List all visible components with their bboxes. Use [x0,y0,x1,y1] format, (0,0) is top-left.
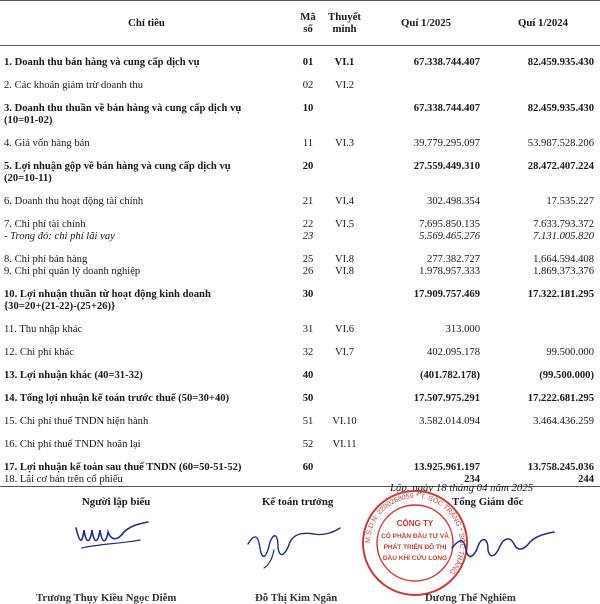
row-label: 18. Lãi cơ bản trên cổ phiếu [0,474,293,487]
row-q2025: 277.382.727 [427,254,480,265]
table-row [0,289,600,313]
table-row [0,231,600,243]
accountant-role: Kế toán trưởng [262,496,334,508]
row-q2025: 27.559.449.310 [413,161,480,172]
row-q2024: 1.664.594.408 [533,254,594,265]
row-label: 7. Chi phí tài chính [4,219,86,230]
header-code-line1: Mã [300,11,316,23]
row-label: 6. Doanh thu hoạt động tài chính [4,196,144,207]
row-note: VI.8 [334,254,355,265]
row-note: VI.3 [334,138,355,149]
row-code: 60 [302,462,314,473]
row-label: - Trong đó: chi phí lãi vay [4,231,115,242]
row-q2025: 17.507.975.291 [413,393,480,404]
row-q2025: 67.338.744.407 [413,103,480,114]
row-q2025 [366,80,486,92]
row-label: 17. Lợi nhuận kế toán sau thuế TNDN (60=50-51-52) [4,462,242,473]
row-label-line1: 5. Lợi nhuận gộp về bán hàng và cung cấp dịch vụ [4,161,231,172]
stamp-line4: DẦU KHÍ CỬU LONG [382,555,448,562]
row-code: 10 [302,103,314,114]
row-q2025: (401.782.178) [419,370,480,381]
row-q2024: 244 [486,474,600,487]
header-q2024: Quí 1/2024 [486,1,600,46]
row-code: 26 [302,266,314,277]
table-row [0,196,600,208]
row-label-line2: (10=01-02) [4,115,53,126]
row-label: 1. Doanh thu bán hàng và cung cấp dịch vụ [4,57,200,68]
row-q2024: 17.322.181.295 [527,289,594,300]
preparer-name: Trương Thụy Kiều Ngọc Diễm [36,592,177,604]
row-q2024: 82.459.935.430 [527,57,594,68]
row-label: 14. Tổng lợi nhuận kế toán trước thuế (50=30+40) [4,393,230,404]
row-code: 23 [302,231,314,242]
row-code: 01 [302,57,314,68]
row-q2025: 67.338.744.407 [413,57,480,68]
row-q2024: 3.464.436.259 [533,416,594,427]
row-note: VI.8 [334,266,355,277]
header-note [323,1,366,46]
header-code-line2: số [303,23,313,35]
row-q2025: 13.925.961.197 [413,462,480,473]
table-row [0,57,600,69]
row-label: 13. Lợi nhuận khác (40=31-32) [4,370,143,381]
row-label: 9. Chi phí quản lý doanh nghiệp [4,266,141,277]
header-q2025: Quí 1/2025 [366,1,486,46]
row-q2024: 82.459.935.430 [527,103,594,114]
row-q2024: 7.633.793.372 [533,219,594,230]
row-code: 02 [302,80,314,91]
row-label: 11. Thu nhập khác [4,324,83,335]
row-q2025: 17.909.757.469 [413,289,480,300]
row-q2024: 1.869.373.376 [533,266,594,277]
table-row [0,416,600,428]
row-q2024: 13.758.245.036 [527,462,594,473]
row-q2025: 3.582.014.094 [419,416,480,427]
row-q2024: 99.500.000 [546,347,594,358]
header-note-line1: Thuyết [328,11,361,23]
row-code: 50 [302,393,314,404]
header-note-line2: minh [332,23,357,35]
row-q2025: 234 [366,474,486,487]
row-code: 40 [302,370,314,381]
row-note: VI.11 [332,439,357,450]
row-label: 4. Giá vốn hàng bán [4,138,90,149]
row-note [323,289,366,313]
director-role: Tổng Giám đốc [452,496,524,508]
row-label-line2: (20=10-11) [4,173,52,184]
row-label [0,289,293,313]
row-code: 51 [302,416,314,427]
row-label: 16. Chi phí thuế TNDN hoãn lại [4,439,141,450]
table-row [0,103,600,127]
row-code: 21 [302,196,314,207]
row-q2025: 402.095.178 [427,347,480,358]
preparer-signature-icon [72,514,152,554]
row-note [323,393,366,405]
stamp-line1: CÔNG TY [396,519,434,528]
row-code: 25 [302,254,314,265]
row-note: VI.10 [332,416,357,427]
row-q2024: 17.535.227 [546,196,594,207]
row-q2025: 39.779.295.097 [413,138,480,149]
row-q2024: 7.131.005.820 [533,231,594,242]
row-q2025: 302.498.354 [427,196,480,207]
row-note: VI.7 [334,347,355,358]
row-q2025: 313.000 [445,324,480,335]
row-label: 12. Chi phí khác [4,347,75,358]
table-row [0,219,600,231]
table-row [0,161,600,185]
row-q2024: 53.987.528.206 [527,138,594,149]
table-row [0,266,600,278]
row-q2024 [486,324,600,336]
row-note: VI.2 [334,80,355,91]
preparer-role: Người lập biểu [82,496,151,508]
row-q2024 [486,80,600,92]
row-label: 15. Chi phí thuế TNDN hiện hành [4,416,149,427]
header-item: Chỉ tiêu [0,1,293,46]
row-q2024 [486,439,600,451]
table-row [0,324,600,336]
row-q2025: 5.569.465.276 [419,231,480,242]
row-code: 11 [302,138,314,149]
row-label: 2. Các khoản giảm trừ doanh thu [4,80,144,91]
table-row [0,254,600,266]
row-label [0,161,293,185]
table-header-row [0,1,600,46]
row-code: 32 [302,347,314,358]
row-note: VI.1 [334,57,355,68]
row-code: 31 [302,324,314,335]
row-code: 52 [302,439,314,450]
row-note [323,161,366,185]
table-row [0,80,600,92]
row-label-line2: {30=20+(21-22)-(25+26)} [4,301,116,312]
table-row [0,138,600,150]
signature-block [0,470,600,604]
accountant-signature-icon [244,520,344,570]
stamp-ring-text: M.S.D.N: 2200268059 * T. SÓC TRĂNG * SÓC TRĂNG [364,492,466,576]
director-name: Dương Thế Nghiêm [425,592,516,604]
table-row [0,393,600,405]
row-code: 30 [302,289,314,300]
director-signature-icon [448,520,558,570]
row-q2024: (99.500.000) [539,370,594,381]
row-code: 20 [302,161,314,172]
accountant-name: Đỗ Thị Kim Ngân [255,592,338,604]
row-note [323,231,366,243]
row-q2024: 17.222.681.295 [527,393,594,404]
row-note: VI.5 [334,219,355,230]
row-code: 22 [302,219,314,230]
row-q2025 [366,439,486,451]
row-label [0,103,293,127]
stamp-line3: PHÁT TRIỂN ĐÔ THỊ [383,544,447,551]
table-row [0,439,600,451]
signing-date: Lập, ngày 18 tháng 04 năm 2025 [390,482,534,494]
row-q2024: 28.472.407.224 [527,161,594,172]
header-code [293,1,323,46]
row-label-line1: 10. Lợi nhuận thuần từ hoạt động kinh doanh [4,289,211,300]
row-label-line1: 3. Doanh thu thuần về bán hàng và cung cấp dịch vụ [4,103,242,114]
row-note [323,370,366,382]
row-note: VI.6 [334,324,355,335]
row-label: 8. Chi phí bán hàng [4,254,88,265]
stamp-line2: CỔ PHẦN ĐẦU TƯ VÀ [381,533,449,540]
table-row [0,370,600,382]
row-q2025: 1.978.957.333 [419,266,480,277]
row-note [323,103,366,127]
row-note: VI.4 [334,196,355,207]
row-q2025: 7.695.850.135 [419,219,480,230]
table-row [0,347,600,359]
